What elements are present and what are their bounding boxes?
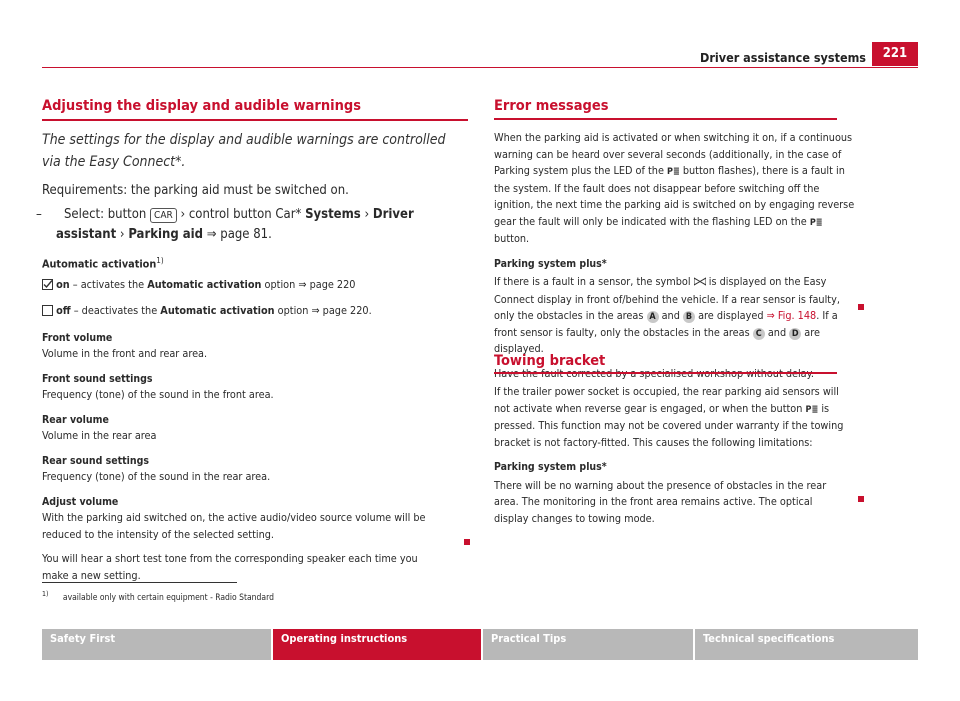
heading-rule [42, 119, 468, 121]
right-column [494, 98, 837, 114]
step-driver-assistant: Driver assistant [56, 206, 414, 242]
footnote-mark: 1) [42, 590, 49, 598]
parking-button-icon: P≣ [809, 217, 823, 228]
step-parking-aid: Parking aid [128, 226, 204, 242]
parking-plus-paragraph [494, 274, 856, 358]
rear-volume-text: Volume in the rear area [42, 429, 157, 443]
error-body [494, 130, 856, 382]
area-a-badge: A [647, 311, 659, 323]
area-c-badge: C [753, 328, 765, 340]
option-on [42, 277, 468, 296]
car-key-icon: CAR [150, 208, 177, 223]
error-text-b: button flashes), there is a fault in the system. If the fault does not disappear before switching off the ignition, the next time the parking aid is switched on by engaging reverse gear the fault will only be indicated with the flashing LED on the [494, 164, 855, 228]
footer-tab-operating-instructions[interactable]: Operating instructions [273, 629, 481, 660]
on-auto-option: Automatic activation [147, 277, 262, 291]
section-heading-towing-bracket: Towing bracket [494, 353, 606, 369]
heading-rule [494, 372, 837, 374]
section-heading-display-warnings: Adjusting the display and audible warnings [42, 98, 362, 114]
off-text-pre: – deactivates the [73, 304, 158, 318]
towing-section [494, 353, 837, 369]
section-end-mark [858, 496, 864, 502]
page-number: 221 [872, 42, 918, 66]
error-paragraph [494, 130, 856, 248]
plus-and-2: and [767, 325, 787, 339]
step-item [36, 205, 468, 245]
step-arrow: › [180, 206, 186, 222]
fig-148-link[interactable]: ⇒ Fig. 148 [766, 309, 817, 322]
parking-button-icon: P≣ [805, 404, 819, 415]
plus-text-b: is displayed on the Easy Connect display in front of/behind the vehicle. If a rear sensor is faulty, only the obstacles in the areas [494, 275, 840, 322]
tow-text-b: is pressed. This function may not be covered under warranty if the towing bracket is not factory-fitted. This causes the following limitations: [494, 401, 844, 449]
footer-tab-safety-first[interactable]: Safety First [42, 629, 271, 660]
sensor-fault-icon [694, 275, 706, 292]
plus-text-d: . If a front sensor is faulty, only the obstacles in the areas [494, 309, 838, 339]
adjust-volume-text: With the parking aid switched on, the active audio/video source volume will be reduced to the intensity of the selected setting. [42, 511, 426, 541]
plus-text-a: If there is a fault in a sensor, the symbol [494, 275, 691, 288]
parking-plus-label: Parking system plus* [494, 257, 607, 270]
intro-text: The settings for the display and audible warnings are controlled via the Easy Connect*. [42, 131, 446, 170]
off-auto-option: Automatic activation [160, 304, 275, 318]
front-volume-label: Front volume [42, 331, 113, 344]
towing-body [494, 384, 856, 527]
parking-button-icon: P≣ [667, 167, 680, 177]
plus-and-1: and [661, 309, 680, 322]
off-text-post: option ⇒ page 220. [277, 304, 372, 318]
tow-text-a: If the trailer power socket is occupied, the rear parking aid sensors will not activate when reverse gear is engaged, or when the button [494, 385, 839, 415]
running-header-title: Driver assistance systems [700, 50, 867, 65]
step-systems: Systems [305, 206, 361, 222]
error-text-c: button. [494, 232, 530, 245]
footnote-rule [42, 582, 237, 583]
section-end-mark [858, 304, 864, 310]
heading-rule [494, 118, 837, 120]
on-word: on [56, 277, 70, 291]
tow-plus-text: There will be no warning about the presence of obstacles in the rear area. The monitoring in the front area remains active. The optical display changes to towing mode. [494, 478, 827, 525]
plus-text-e: are displayed. [494, 325, 820, 355]
off-word: off [56, 304, 71, 318]
adjust-volume-label: Adjust volume [42, 495, 119, 508]
on-text-pre: – activates the [72, 277, 145, 291]
front-sound-label: Front sound settings [42, 372, 153, 385]
error-text-a: When the parking aid is activated or when switching it on, if a continuous warning can be heard over several seconds (additionally, in the case of Parking system plus the LED of the [494, 131, 853, 177]
left-column [36, 98, 468, 584]
front-sound-text: Frequency (tone) of the sound in the front area. [42, 388, 274, 402]
step-select-text: Select: button [64, 206, 147, 222]
section-heading-error-messages: Error messages [494, 98, 609, 114]
section-end-mark [464, 539, 470, 545]
auto-activation-label [42, 253, 468, 273]
step-page-ref: ⇒ page 81. [206, 226, 272, 242]
checkbox-empty-icon [42, 305, 53, 322]
step-arrow: › [364, 206, 370, 222]
step-dash: – [36, 206, 42, 222]
on-text-post: option ⇒ page 220 [264, 277, 356, 291]
towing-paragraph [494, 384, 856, 451]
checkbox-checked-icon [42, 279, 53, 296]
tow-plus-label: Parking system plus* [494, 461, 607, 473]
plus-text-c: are displayed [698, 309, 764, 322]
footnote [42, 590, 274, 603]
footer-tab-practical-tips[interactable]: Practical Tips [483, 629, 693, 660]
footer-tab-technical-specifications[interactable]: Technical specifications [695, 629, 918, 660]
footnote-ref: 1) [156, 255, 164, 265]
option-off [42, 303, 468, 322]
area-d-badge: D [789, 328, 801, 340]
step-arrow: › [119, 226, 125, 242]
footnote-text: available only with certain equipment - Radio Standard [62, 592, 274, 603]
auto-activation-title: Automatic activation [42, 257, 157, 271]
test-tone-text: You will hear a short test tone from the corresponding speaker each time you make a new setting. [42, 552, 418, 582]
header-rule [42, 67, 918, 68]
step-control-text: control button Car* [188, 206, 302, 222]
area-b-badge: B [683, 311, 695, 323]
rear-sound-text: Frequency (tone) of the sound in the rear area. [42, 470, 271, 484]
requirements-text: Requirements: the parking aid must be switched on. [42, 182, 349, 198]
rear-sound-label: Rear sound settings [42, 454, 150, 467]
rear-volume-label: Rear volume [42, 413, 109, 426]
front-volume-text: Volume in the front and rear area. [42, 347, 208, 361]
